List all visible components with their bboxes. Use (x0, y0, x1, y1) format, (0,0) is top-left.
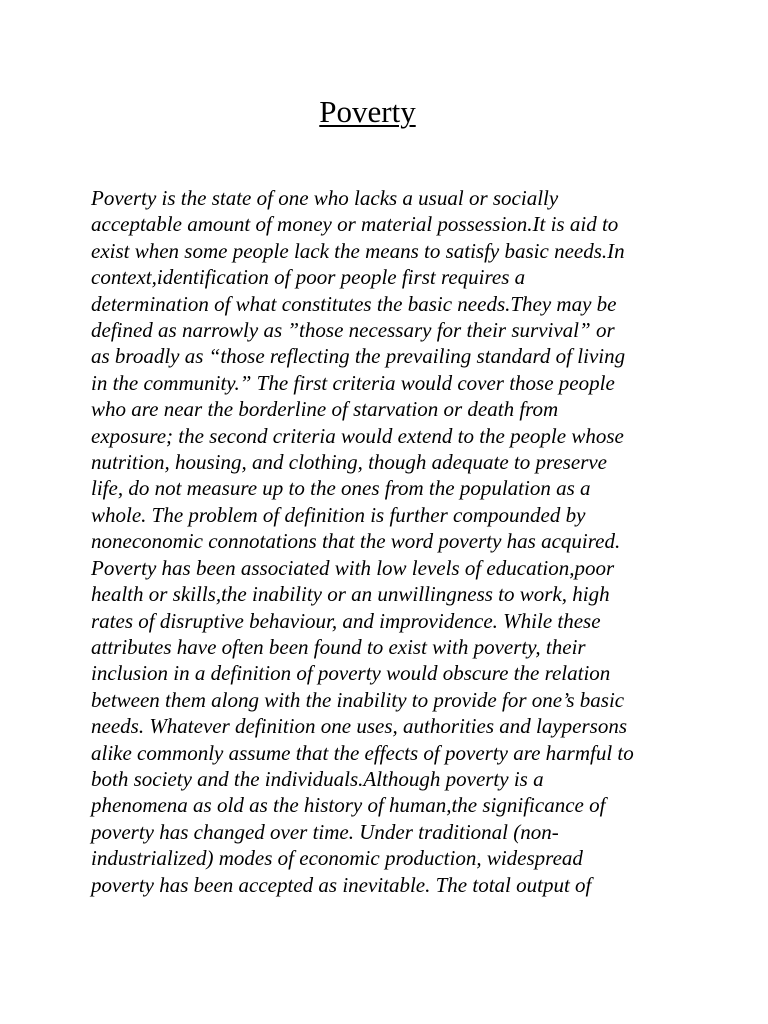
text-line: as broadly as “those reflecting the prevailing standard of living (91, 344, 626, 369)
text-line: defined as narrowly as ”those necessary for their survival” or (91, 318, 615, 343)
text-line: health or skills,the inability or an unwillingness to work, high (91, 582, 610, 607)
text-line: exist when some people lack the means to satisfy basic needs.In (91, 238, 625, 263)
text-line: life, do not measure up to the ones from the population as a (91, 476, 591, 501)
text-line: determination of what constitutes the basic needs.They may be (91, 291, 617, 316)
text-line: rates of disruptive behaviour, and improvidence. While these (91, 608, 601, 633)
text-line: poverty has been accepted as inevitable. The total output of (91, 872, 592, 897)
text-line: needs. Whatever definition one uses, authorities and laypersons (91, 714, 628, 739)
text-line: noneconomic connotations that the word poverty has acquired. (91, 529, 621, 554)
body-paragraph (91, 185, 691, 898)
text-line: Poverty has been associated with low levels of education,poor (91, 555, 615, 580)
text-line: who are near the borderline of starvation or death from (91, 397, 559, 422)
text-line: nutrition, housing, and clothing, though adequate to preserve (91, 450, 608, 475)
text-line: both society and the individuals.Although poverty is a (91, 766, 544, 791)
text-line: acceptable amount of money or material possession.It is aid to (91, 212, 619, 237)
text-line: exposure; the second criteria would extend to the people whose (91, 423, 624, 448)
text-line: attributes have often been found to exist with poverty, their (91, 634, 586, 659)
text-line: context,identification of poor people first requires a (91, 265, 526, 290)
text-line: Poverty is the state of one who lacks a usual or socially (91, 186, 559, 210)
document-title: Poverty (319, 94, 416, 129)
text-line: in the community.” The first criteria would cover those people (91, 370, 615, 395)
text-line: industrialized) modes of economic production, widespread (91, 846, 583, 871)
text-line: whole. The problem of definition is further compounded by (91, 502, 586, 527)
text-line: alike commonly assume that the effects of poverty are harmful to (91, 740, 634, 765)
text-line: between them along with the inability to provide for one’s basic (91, 687, 625, 712)
text-line: poverty has changed over time. Under traditional (non- (91, 819, 559, 844)
text-line: phenomena as old as the history of human,the significance of (91, 793, 606, 818)
text-line: inclusion in a definition of poverty would obscure the relation (91, 661, 611, 686)
